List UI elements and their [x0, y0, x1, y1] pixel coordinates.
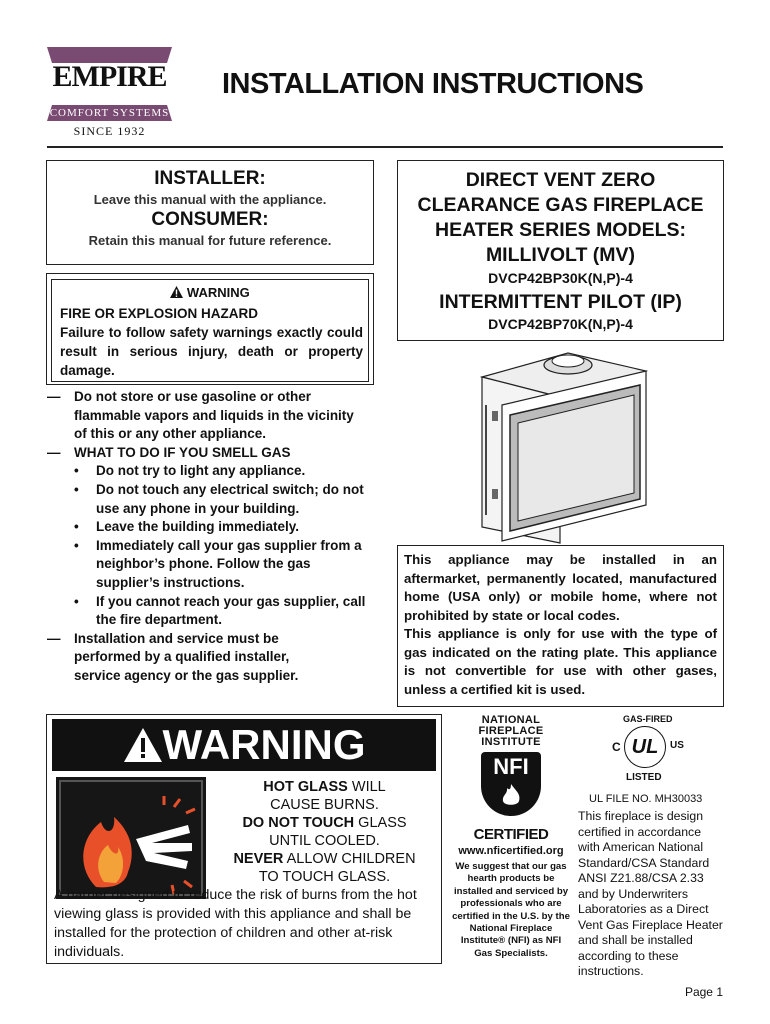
- ul-logo-icon: UL: [624, 726, 666, 768]
- model-title-ip: INTERMITTENT PILOT (IP): [439, 291, 682, 313]
- ul-certification: [578, 714, 723, 978]
- warning-body: [52, 300, 368, 380]
- warning-triangle-icon: [123, 727, 163, 763]
- list-item: • Leave the building immediately.: [74, 519, 300, 535]
- hand-burn-icon: [56, 777, 206, 899]
- logo-since: SINCE 1932: [73, 124, 146, 138]
- model-box: [397, 160, 724, 341]
- list-item: • If you cannot reach your gas supplier, call the fire department.: [74, 593, 366, 628]
- hot-glass-text: HOT GLASS WILL CAUSE BURNS. DO NOT TOUCH GLASS UNTIL COOLED. NEVER ALLOW CHILDREN TO TOUCH GLASS.: [233, 779, 416, 885]
- barrier-text: A barrier designed to reduce the risk of burns from the hot viewing glass is provided with this appliance and shall be installed for the protection of children and other at-risk individuals.: [54, 887, 417, 960]
- consumer-heading: CONSUMER:: [151, 209, 269, 230]
- nfi-emblem-icon: NFI: [481, 752, 541, 816]
- warning-triangle-icon: [170, 286, 183, 298]
- hazard-title: FIRE OR EXPLOSION HAZARD: [60, 306, 259, 321]
- nfi-certification: [451, 715, 571, 963]
- nfi-url[interactable]: www.nficertified.org: [458, 845, 564, 857]
- nfi-certified: CERTIFIED: [473, 826, 549, 843]
- warning-heading: WARNING: [52, 285, 368, 300]
- page-number: Page 1: [684, 985, 723, 999]
- empire-logo: [47, 47, 172, 121]
- list-item: • Immediately call your gas supplier from a neighbor’s phone. Follow the gas supplier’s instructions.: [74, 537, 362, 590]
- model-number-ip: DVCP42BP70K(N,P)-4: [488, 316, 633, 332]
- model-number-mv: DVCP42BP30K(N,P)-4: [488, 270, 633, 286]
- list-item: — Do not store or use gasoline or other flammable vapors and liquids in the vicinity of this or any other appliance.: [47, 389, 354, 442]
- page-title: INSTALLATION INSTRUCTIONS: [222, 68, 644, 100]
- nfi-suggestion: We suggest that our gas hearth products be installed and serviced by professionals who are certified in the U.S. by the National Fireplace Institute® (NFI) as NFI Gas Specialists.: [452, 861, 570, 959]
- hazard-text: Failure to follow safety warnings exactly could result in serious injury, death or property damage.: [60, 325, 363, 378]
- ul-file-number: UL FILE NO. MH30033: [589, 793, 703, 805]
- fire-warning-box: [46, 273, 374, 385]
- installer-heading: INSTALLER:: [154, 168, 266, 189]
- consumer-text: Retain this manual for future reference.: [88, 233, 332, 248]
- ul-listed: LISTED: [626, 772, 662, 783]
- safety-list: [47, 388, 377, 686]
- ul-c-mark: C: [612, 740, 621, 754]
- ul-us-mark: US: [670, 740, 684, 751]
- hot-glass-warning: [46, 714, 442, 964]
- list-item: • Do not try to light any appliance.: [74, 463, 306, 479]
- warning-band: WARNING: [52, 719, 436, 771]
- nfi-header: NATIONAL FIREPLACE INSTITUTE: [478, 714, 544, 748]
- list-item: — WHAT TO DO IF YOU SMELL GAS: [47, 444, 291, 460]
- ul-description: This fireplace is design certified in accordance with American National Standard/CSA Standard ANSI Z21.88/CSA 2.33 and by Underwriters Laboratories as a Direct Vent Gas Fireplace Heater and shall be installed according to these instructions.: [578, 809, 723, 978]
- installer-text: Leave this manual with the appliance.: [93, 192, 327, 207]
- list-item: • Do not touch any electrical switch; do not use any phone in your building.: [74, 481, 364, 516]
- logo-brand: EMPIRE: [52, 60, 167, 93]
- notice-gas-type: This appliance is only for use with the type of gas indicated on the rating plate. This appliance is not convertible for use with other gases, unless a certified kit is used.: [404, 626, 717, 697]
- title-rule: [47, 146, 723, 148]
- notice-mobile-home: This appliance may be installed in an aftermarket, permanently located, manufactured home (USA only) or mobile home, where not prohibited by state or local codes.: [404, 552, 717, 623]
- list-item: — Installation and service must be performed by a qualified installer, service agency or the gas supplier.: [47, 630, 299, 683]
- ul-gas-fired: GAS-FIRED: [623, 714, 673, 724]
- model-title: DIRECT VENT ZERO CLEARANCE GAS FIREPLACE HEATER SERIES MODELS: MILLIVOLT (MV): [417, 169, 704, 266]
- fireplace-illustration: [468, 345, 648, 545]
- notice-box: [397, 545, 724, 707]
- installer-box: [46, 160, 374, 265]
- logo-subtitle: COMFORT SYSTEMS: [49, 107, 170, 119]
